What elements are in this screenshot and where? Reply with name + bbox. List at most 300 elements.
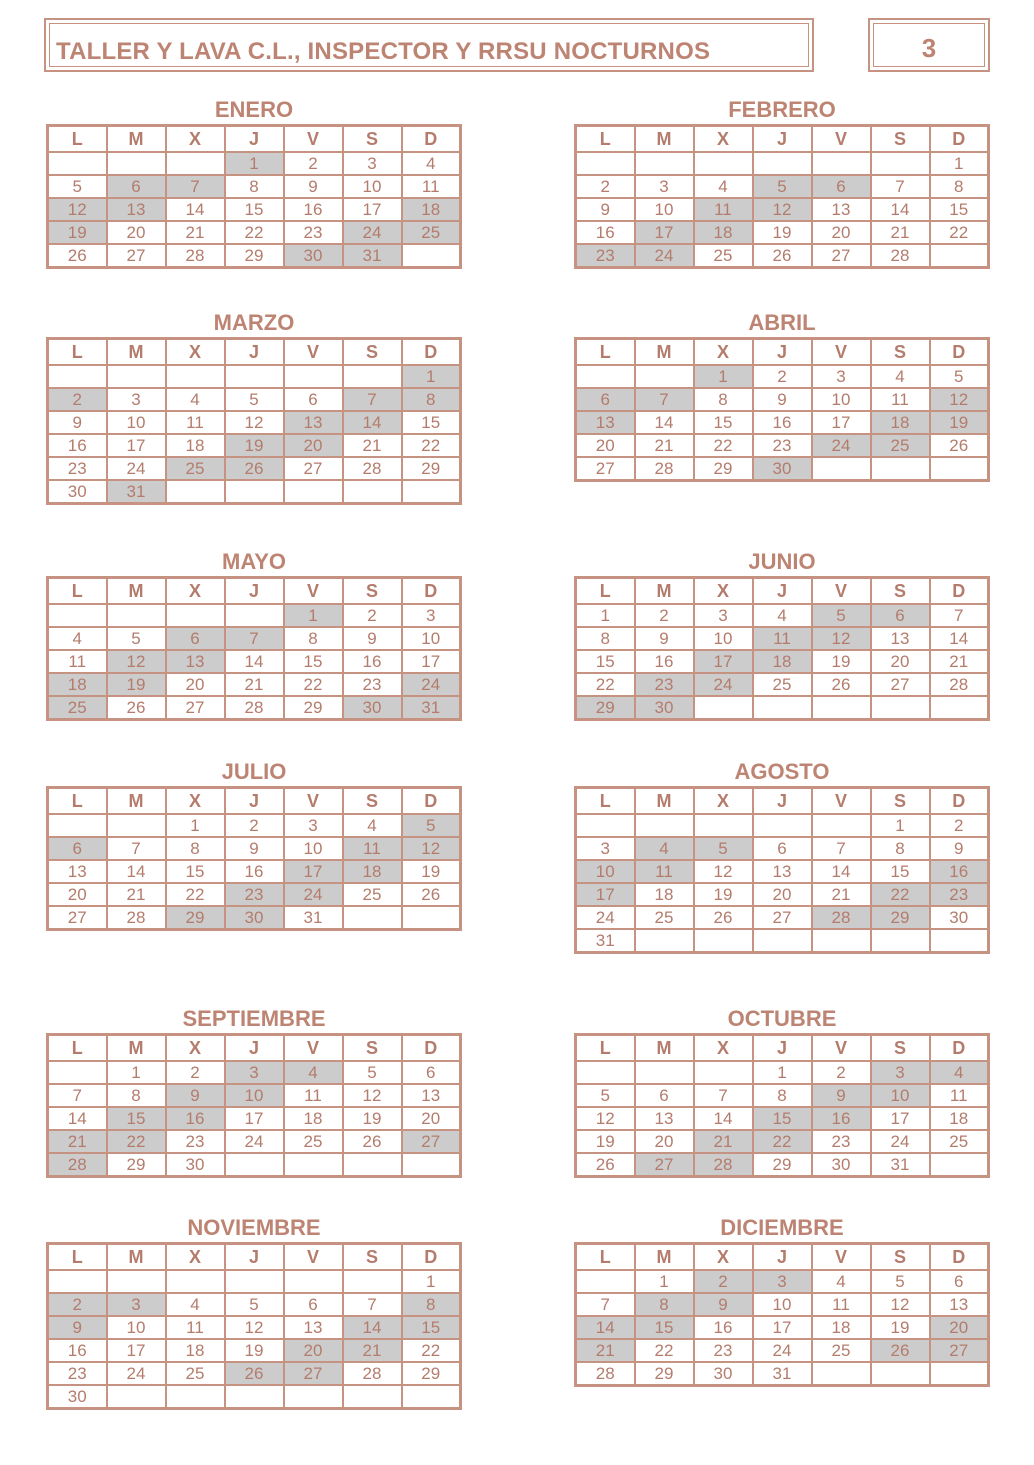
week-row [48, 198, 461, 221]
day-cell-highlighted: 29 [871, 906, 930, 929]
empty-cell [694, 1061, 753, 1084]
day-cell: 8 [166, 837, 225, 860]
weekday-header: M [635, 788, 694, 815]
day-cell: 3 [284, 814, 343, 837]
week-row [48, 388, 461, 411]
week-row [48, 1084, 461, 1107]
week-row [48, 696, 461, 720]
day-cell-highlighted: 16 [166, 1107, 225, 1130]
day-cell: 7 [930, 604, 989, 627]
week-row [576, 1339, 989, 1362]
day-cell: 10 [402, 627, 461, 650]
empty-cell [871, 929, 930, 953]
day-cell: 5 [343, 1061, 402, 1084]
day-cell-highlighted: 19 [107, 673, 166, 696]
day-cell: 26 [930, 434, 989, 457]
day-cell: 28 [343, 457, 402, 480]
weekday-header-row [48, 339, 461, 366]
weekday-header: L [576, 578, 635, 605]
week-row [48, 152, 461, 175]
weekday-header: S [343, 339, 402, 366]
day-cell: 29 [107, 1153, 166, 1177]
empty-cell [871, 1362, 930, 1386]
day-cell-highlighted: 15 [402, 1316, 461, 1339]
month-mayo [46, 548, 462, 721]
day-cell: 14 [694, 1107, 753, 1130]
empty-cell [343, 365, 402, 388]
weekday-header-row [576, 1035, 989, 1062]
day-cell: 3 [343, 152, 402, 175]
week-row [576, 1293, 989, 1316]
day-cell-highlighted: 18 [48, 673, 107, 696]
week-row [48, 650, 461, 673]
day-cell: 20 [635, 1130, 694, 1153]
day-cell: 13 [635, 1107, 694, 1130]
day-cell: 29 [225, 244, 284, 268]
weekday-header: M [107, 126, 166, 153]
day-cell: 25 [343, 883, 402, 906]
empty-cell [284, 1385, 343, 1409]
day-cell-highlighted: 12 [48, 198, 107, 221]
week-row [48, 221, 461, 244]
weekday-header: J [225, 1035, 284, 1062]
empty-cell [107, 1270, 166, 1293]
day-cell: 17 [402, 650, 461, 673]
day-cell: 24 [753, 1339, 812, 1362]
day-cell: 5 [48, 175, 107, 198]
empty-cell [48, 152, 107, 175]
day-cell-highlighted: 18 [694, 221, 753, 244]
day-cell-highlighted: 30 [635, 696, 694, 720]
day-cell: 1 [930, 152, 989, 175]
weekday-header-row [576, 578, 989, 605]
week-row [48, 457, 461, 480]
month-julio [46, 758, 462, 931]
day-cell: 1 [107, 1061, 166, 1084]
empty-cell [166, 1270, 225, 1293]
week-row [576, 627, 989, 650]
day-cell: 29 [694, 457, 753, 481]
day-cell: 17 [107, 1339, 166, 1362]
day-cell-highlighted: 24 [694, 673, 753, 696]
day-cell-highlighted: 15 [753, 1107, 812, 1130]
weekday-header-row [48, 1035, 461, 1062]
empty-cell [402, 480, 461, 504]
day-cell: 16 [48, 434, 107, 457]
day-cell-highlighted: 22 [753, 1130, 812, 1153]
day-cell: 13 [284, 1316, 343, 1339]
month-table [46, 1242, 462, 1410]
day-cell: 29 [284, 696, 343, 720]
day-cell: 29 [402, 1362, 461, 1385]
day-cell: 7 [107, 837, 166, 860]
weekday-header: M [107, 1244, 166, 1271]
empty-cell [576, 152, 635, 175]
day-cell-highlighted: 26 [871, 1339, 930, 1362]
month-marzo [46, 309, 462, 505]
month-table [46, 124, 462, 269]
day-cell: 22 [576, 673, 635, 696]
day-cell-highlighted: 12 [402, 837, 461, 860]
empty-cell [343, 906, 402, 930]
day-cell: 8 [107, 1084, 166, 1107]
day-cell: 4 [166, 388, 225, 411]
day-cell-highlighted: 1 [284, 604, 343, 627]
weekday-header: V [284, 1035, 343, 1062]
day-cell-highlighted: 17 [284, 860, 343, 883]
day-cell: 27 [812, 244, 871, 268]
day-cell-highlighted: 20 [284, 1339, 343, 1362]
empty-cell [635, 814, 694, 837]
empty-cell [343, 480, 402, 504]
empty-cell [107, 1385, 166, 1409]
day-cell: 3 [635, 175, 694, 198]
day-cell: 15 [694, 411, 753, 434]
weekday-header: L [48, 1035, 107, 1062]
day-cell-highlighted: 21 [576, 1339, 635, 1362]
weekday-header: M [635, 339, 694, 366]
day-cell-highlighted: 25 [48, 696, 107, 720]
week-row [576, 175, 989, 198]
weekday-header: V [812, 126, 871, 153]
empty-cell [576, 1270, 635, 1293]
day-cell-highlighted: 7 [225, 627, 284, 650]
day-cell-highlighted: 14 [343, 1316, 402, 1339]
day-cell: 21 [166, 221, 225, 244]
day-cell: 1 [871, 814, 930, 837]
day-cell: 11 [284, 1084, 343, 1107]
weekday-header: M [635, 1244, 694, 1271]
day-cell: 7 [48, 1084, 107, 1107]
empty-cell [402, 1153, 461, 1177]
empty-cell [812, 457, 871, 481]
day-cell: 17 [753, 1316, 812, 1339]
empty-cell [402, 1385, 461, 1409]
day-cell: 24 [871, 1130, 930, 1153]
weekday-header: V [812, 1244, 871, 1271]
page-number-box [868, 18, 990, 72]
day-cell-highlighted: 21 [343, 1339, 402, 1362]
empty-cell [694, 929, 753, 953]
empty-cell [284, 1153, 343, 1177]
weekday-header: L [576, 788, 635, 815]
day-cell: 11 [166, 411, 225, 434]
week-row [48, 411, 461, 434]
week-row [576, 837, 989, 860]
weekday-header: L [48, 788, 107, 815]
day-cell: 9 [576, 198, 635, 221]
empty-cell [225, 480, 284, 504]
week-row [48, 860, 461, 883]
day-cell: 12 [225, 1316, 284, 1339]
month-diciembre [574, 1214, 990, 1387]
day-cell: 22 [930, 221, 989, 244]
month-table [574, 337, 990, 482]
day-cell: 5 [225, 1293, 284, 1316]
weekday-header: D [930, 578, 989, 605]
day-cell: 11 [166, 1316, 225, 1339]
weekday-header: M [107, 1035, 166, 1062]
empty-cell [107, 604, 166, 627]
empty-cell [930, 244, 989, 268]
month-name: JULIO [221, 759, 287, 784]
empty-cell [48, 1270, 107, 1293]
day-cell: 31 [576, 929, 635, 953]
empty-cell [284, 365, 343, 388]
empty-cell [166, 152, 225, 175]
week-row [576, 457, 989, 481]
day-cell-highlighted: 6 [107, 175, 166, 198]
week-row [576, 906, 989, 929]
weekday-header: D [930, 1244, 989, 1271]
day-cell: 20 [812, 221, 871, 244]
day-cell-highlighted: 2 [48, 388, 107, 411]
day-cell-highlighted: 9 [166, 1084, 225, 1107]
day-cell-highlighted: 23 [930, 883, 989, 906]
day-cell-highlighted: 13 [576, 411, 635, 434]
day-cell-highlighted: 9 [694, 1293, 753, 1316]
day-cell-highlighted: 17 [694, 650, 753, 673]
empty-cell [48, 604, 107, 627]
weekday-header: V [284, 339, 343, 366]
weekday-header: D [402, 339, 461, 366]
day-cell: 2 [284, 152, 343, 175]
day-cell: 8 [930, 175, 989, 198]
day-cell-highlighted: 24 [402, 673, 461, 696]
weekday-header: X [694, 339, 753, 366]
weekday-header: L [576, 1035, 635, 1062]
week-row [576, 1153, 989, 1177]
empty-cell [576, 1061, 635, 1084]
day-cell-highlighted: 3 [225, 1061, 284, 1084]
day-cell: 13 [48, 860, 107, 883]
empty-cell [225, 1153, 284, 1177]
day-cell: 14 [812, 860, 871, 883]
weekday-header: V [812, 1035, 871, 1062]
day-cell: 10 [107, 411, 166, 434]
day-cell-highlighted: 12 [930, 388, 989, 411]
weekday-header: J [753, 339, 812, 366]
day-cell: 26 [107, 696, 166, 720]
day-cell-highlighted: 6 [576, 388, 635, 411]
day-cell: 26 [576, 1153, 635, 1177]
day-cell-highlighted: 19 [930, 411, 989, 434]
empty-cell [225, 365, 284, 388]
day-cell-highlighted: 31 [402, 696, 461, 720]
weekday-header-row [48, 126, 461, 153]
week-row [48, 883, 461, 906]
weekday-header: V [812, 788, 871, 815]
day-cell-highlighted: 2 [694, 1270, 753, 1293]
weekday-header: S [343, 578, 402, 605]
page-number: 3 [921, 33, 937, 63]
day-cell-highlighted: 3 [871, 1061, 930, 1084]
day-cell-highlighted: 28 [694, 1153, 753, 1177]
day-cell: 6 [284, 1293, 343, 1316]
day-cell: 19 [576, 1130, 635, 1153]
weekday-header: V [812, 339, 871, 366]
empty-cell [225, 1270, 284, 1293]
day-cell-highlighted: 7 [343, 388, 402, 411]
weekday-header: X [694, 578, 753, 605]
empty-cell [694, 696, 753, 720]
month-name: MARZO [213, 310, 295, 335]
day-cell: 26 [753, 244, 812, 268]
day-cell: 1 [753, 1061, 812, 1084]
day-cell: 14 [871, 198, 930, 221]
day-cell-highlighted: 12 [107, 650, 166, 673]
day-cell: 23 [48, 1362, 107, 1385]
weekday-header: M [635, 1035, 694, 1062]
month-table [46, 786, 462, 931]
day-cell: 27 [166, 696, 225, 720]
day-cell: 3 [402, 604, 461, 627]
weekday-header: S [343, 1035, 402, 1062]
day-cell: 28 [576, 1362, 635, 1386]
week-row [576, 1270, 989, 1293]
day-cell: 28 [930, 673, 989, 696]
empty-cell [225, 604, 284, 627]
empty-cell [930, 1362, 989, 1386]
day-cell-highlighted: 9 [48, 1316, 107, 1339]
day-cell: 16 [343, 650, 402, 673]
empty-cell [284, 1270, 343, 1293]
month-name: SEPTIEMBRE [182, 1006, 326, 1031]
day-cell: 5 [930, 365, 989, 388]
day-cell: 13 [753, 860, 812, 883]
day-cell: 8 [871, 837, 930, 860]
empty-cell [402, 244, 461, 268]
empty-cell [694, 152, 753, 175]
day-cell: 28 [166, 244, 225, 268]
empty-cell [166, 480, 225, 504]
week-row [576, 1130, 989, 1153]
day-cell-highlighted: 1 [694, 365, 753, 388]
day-cell-highlighted: 14 [576, 1316, 635, 1339]
month-table [574, 124, 990, 269]
empty-cell [48, 1061, 107, 1084]
day-cell: 17 [343, 198, 402, 221]
day-cell: 28 [343, 1362, 402, 1385]
day-cell-highlighted: 28 [48, 1153, 107, 1177]
day-cell: 20 [753, 883, 812, 906]
day-cell: 10 [107, 1316, 166, 1339]
week-row [48, 1362, 461, 1385]
week-row [576, 883, 989, 906]
day-cell: 8 [284, 627, 343, 650]
day-cell: 8 [576, 627, 635, 650]
day-cell: 22 [402, 1339, 461, 1362]
day-cell: 19 [812, 650, 871, 673]
week-row [576, 673, 989, 696]
weekday-header: D [930, 1035, 989, 1062]
day-cell-highlighted: 20 [284, 434, 343, 457]
day-cell: 22 [635, 1339, 694, 1362]
month-name: ENERO [214, 97, 294, 122]
day-cell: 8 [694, 388, 753, 411]
day-cell: 26 [812, 673, 871, 696]
day-cell: 11 [48, 650, 107, 673]
week-row [576, 1362, 989, 1386]
day-cell-highlighted: 23 [576, 244, 635, 268]
empty-cell [343, 1385, 402, 1409]
day-cell: 6 [402, 1061, 461, 1084]
weekday-header: M [107, 339, 166, 366]
day-cell: 27 [48, 906, 107, 930]
week-row [576, 860, 989, 883]
day-cell-highlighted: 24 [284, 883, 343, 906]
day-cell: 19 [694, 883, 753, 906]
day-cell: 1 [402, 1270, 461, 1293]
day-cell-highlighted: 30 [284, 244, 343, 268]
month-septiembre [46, 1005, 462, 1178]
weekday-header: V [284, 788, 343, 815]
day-cell: 31 [284, 906, 343, 930]
day-cell: 30 [812, 1153, 871, 1177]
weekday-header: X [166, 578, 225, 605]
weekday-header: M [107, 788, 166, 815]
day-cell-highlighted: 10 [871, 1084, 930, 1107]
week-row [48, 1293, 461, 1316]
day-cell: 21 [812, 883, 871, 906]
weekday-header: D [402, 578, 461, 605]
day-cell: 25 [166, 1362, 225, 1385]
day-cell: 25 [930, 1130, 989, 1153]
day-cell: 16 [694, 1316, 753, 1339]
day-cell: 29 [635, 1362, 694, 1386]
day-cell-highlighted: 16 [930, 860, 989, 883]
day-cell: 4 [694, 175, 753, 198]
empty-cell [635, 152, 694, 175]
day-cell: 15 [225, 198, 284, 221]
day-cell-highlighted: 11 [343, 837, 402, 860]
day-cell: 24 [576, 906, 635, 929]
day-cell-highlighted: 25 [402, 221, 461, 244]
weekday-header: X [166, 126, 225, 153]
day-cell-highlighted: 30 [343, 696, 402, 720]
day-cell: 12 [343, 1084, 402, 1107]
day-cell: 21 [635, 434, 694, 457]
day-cell: 20 [166, 673, 225, 696]
day-cell-highlighted: 17 [635, 221, 694, 244]
empty-cell [694, 814, 753, 837]
day-cell: 10 [812, 388, 871, 411]
weekday-header: X [166, 339, 225, 366]
day-cell-highlighted: 19 [225, 434, 284, 457]
day-cell: 2 [576, 175, 635, 198]
day-cell: 10 [284, 837, 343, 860]
weekday-header: J [225, 788, 284, 815]
month-table [574, 1033, 990, 1178]
month-agosto [574, 758, 990, 954]
weekday-header: X [166, 1244, 225, 1271]
day-cell: 28 [635, 457, 694, 481]
weekday-header: S [871, 1244, 930, 1271]
empty-cell [284, 480, 343, 504]
empty-cell [107, 365, 166, 388]
week-row [576, 929, 989, 953]
day-cell: 6 [753, 837, 812, 860]
empty-cell [107, 152, 166, 175]
weekday-header: L [48, 578, 107, 605]
day-cell-highlighted: 7 [166, 175, 225, 198]
day-cell-highlighted: 3 [107, 1293, 166, 1316]
day-cell: 6 [635, 1084, 694, 1107]
day-cell: 23 [48, 457, 107, 480]
header-title-box [44, 18, 814, 72]
day-cell: 11 [930, 1084, 989, 1107]
weekday-header: L [48, 1244, 107, 1271]
